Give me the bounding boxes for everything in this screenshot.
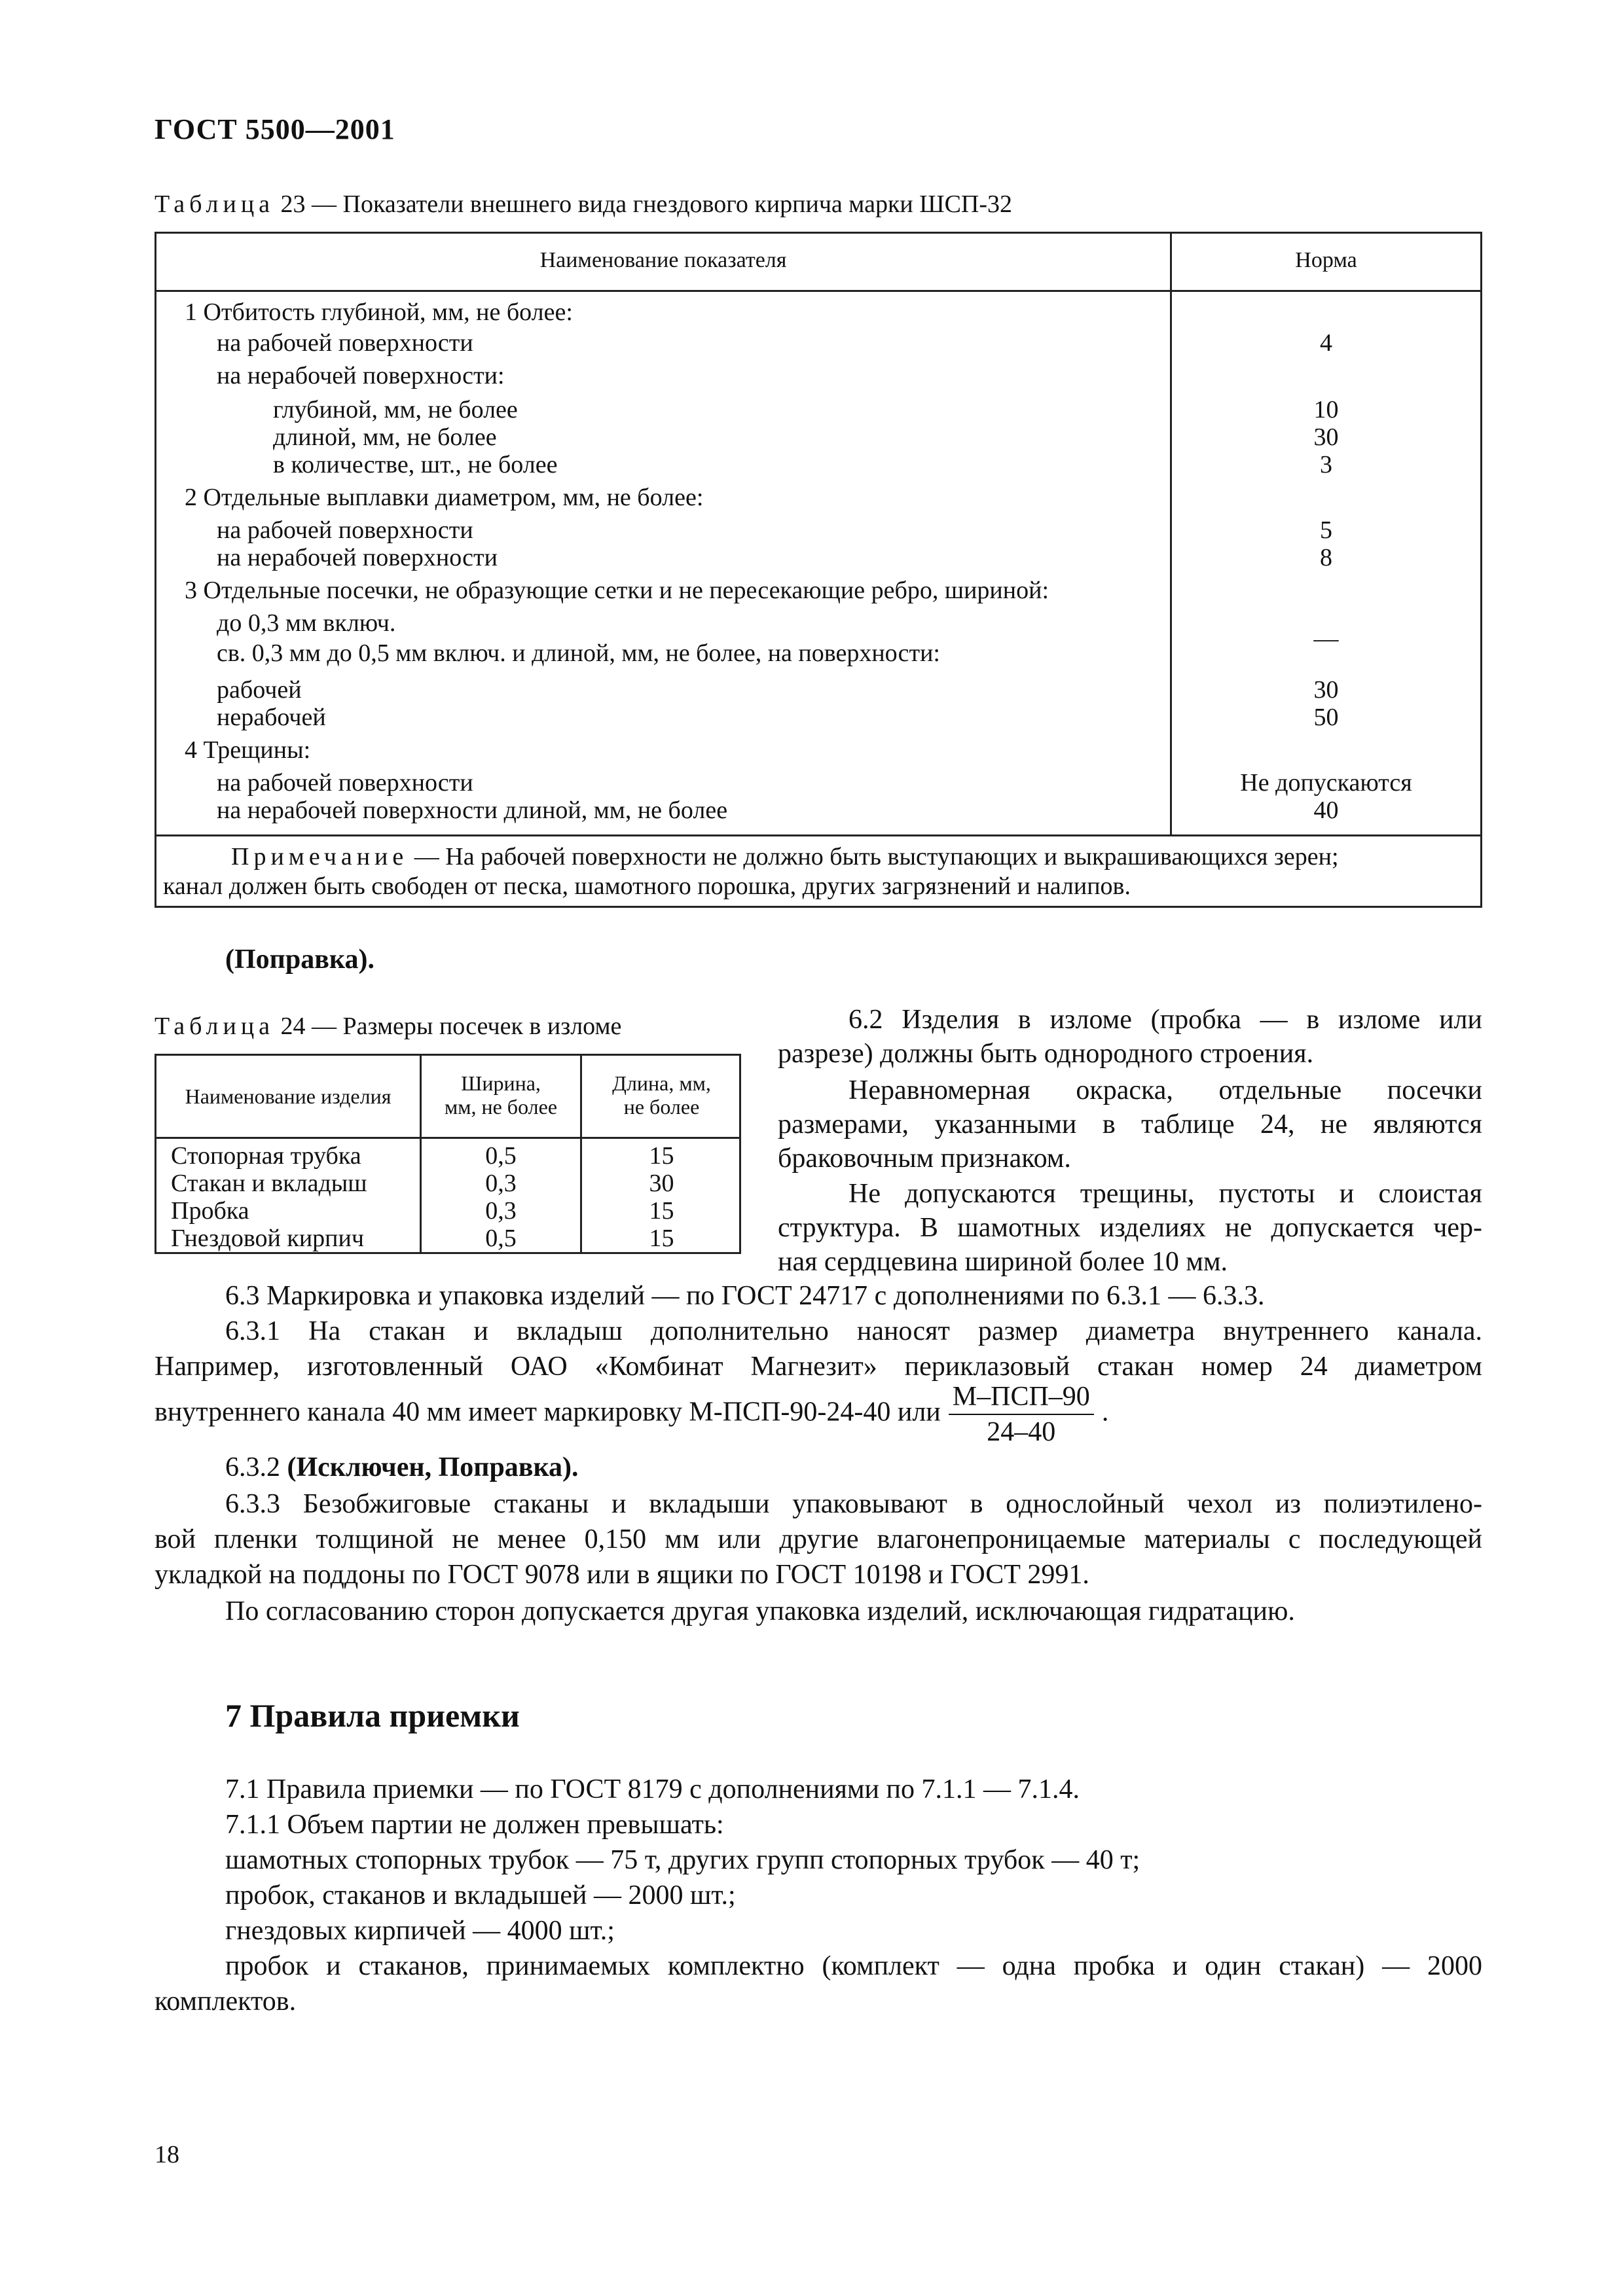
table-23-note-word: Примечание	[231, 843, 409, 870]
table-24-row-name: Стопорная трубка	[171, 1142, 361, 1170]
table-23-value: —	[1313, 625, 1339, 653]
table-23-value: 10	[1313, 396, 1339, 423]
para-6-3-1-line-2: Например, изготовленный ОАО «Комбинат Магнезит» периклазовый стакан номер 24 диаметром	[155, 1352, 1482, 1382]
table-24-col-name: Наименование изделия	[185, 1085, 392, 1108]
para-7-1-1-item: шамотных стопорных трубок — 75 т, других групп стопорных трубок — 40 т;	[225, 1845, 1140, 1875]
para-6-2c-line	[778, 1177, 1482, 1211]
table-24-col-width	[422, 1071, 580, 1119]
para-6-2b-line	[778, 1073, 1482, 1108]
table-24-caption	[155, 1012, 621, 1041]
table-23-row: глубиной, мм, не более	[273, 396, 518, 423]
table-24-col-width-line-1: Ширина,	[461, 1071, 541, 1095]
table-24-row-name: Пробка	[171, 1197, 249, 1225]
para-7-1-1-item: пробок, стаканов и вкладышей — 2000 шт.;	[225, 1880, 736, 1910]
para-6-2-line-2: разрезе) должны быть однородного строения.	[778, 1039, 1314, 1069]
table-23-row: 2 Отдельные выплавки диаметром, мм, не более:	[185, 484, 704, 511]
table-23-row: на нерабочей поверхности	[217, 544, 498, 571]
para-7-1-1: 7.1.1 Объем партии не должен превышать:	[225, 1810, 724, 1840]
para-6-3-1-line-1: 6.3.1 На стакан и вкладыш дополнительно наносят размер диаметра внутреннего канала.	[225, 1316, 1482, 1346]
table-23-col-norm: Норма	[1295, 248, 1357, 272]
table-23-row: в количестве, шт., не более	[273, 451, 558, 478]
para-7-1-1-item: гнездовых кирпичей — 4000 шт.;	[225, 1916, 615, 1946]
table-24-row-length: 15	[649, 1197, 674, 1225]
table-24-row-length: 15	[649, 1225, 674, 1252]
para-6-2c-line-2: структура. В шамотных изделиях не допускается чер-	[778, 1213, 1482, 1243]
table-23-row: 4 Трещины:	[185, 736, 311, 764]
para-6-3: 6.3 Маркировка и упаковка изделий — по ГОСТ 24717 с дополнениями по 6.3.1 — 6.3.3.	[225, 1281, 1265, 1311]
para-7-1-1-item-line-2: комплектов.	[155, 1986, 297, 2017]
table-23-row: на рабочей поверхности	[217, 329, 473, 357]
table-24-row-width: 0,5	[485, 1142, 517, 1170]
table-24-caption-word: Таблица	[155, 1013, 275, 1040]
table-23-row: до 0,3 мм включ.	[217, 609, 396, 637]
table-24-row-width: 0,3	[485, 1170, 517, 1197]
table-23-caption	[155, 190, 1012, 219]
table-23-row: на рабочей поверхности	[217, 516, 473, 544]
table-24-row-width: 0,5	[485, 1225, 517, 1252]
para-6-3-1-line-3	[155, 1380, 1108, 1449]
para-6-2b-line	[778, 1107, 1482, 1142]
para-6-3-1-end: .	[1101, 1397, 1109, 1427]
table-23-note-divider	[156, 834, 1480, 836]
para-6-3-3-line	[225, 1487, 1482, 1522]
para-6-3-3-line	[155, 1522, 1482, 1557]
table-24-col-length-line-1: Длина, мм,	[612, 1071, 711, 1095]
table-24-row-name: Гнездовой кирпич	[171, 1225, 364, 1252]
table-23-value: 5	[1320, 516, 1332, 544]
table-23-value: 40	[1313, 797, 1339, 824]
para-7-1: 7.1 Правила приемки — по ГОСТ 8179 с дополнениями по 7.1.1 — 7.1.4.	[225, 1774, 1080, 1804]
table-23-row: на нерабочей поверхности:	[217, 362, 505, 389]
marking-numerator: М–ПСП–90	[949, 1380, 1094, 1415]
table-23-row: 1 Отбитость глубиной, мм, не более:	[185, 298, 573, 326]
table-24-caption-text: 24 — Размеры посечек в изломе	[274, 1013, 622, 1040]
para-6-2c-line-3: ная сердцевина шириной более 10 мм.	[778, 1247, 1228, 1277]
para-6-3-2-text: (Исключен, Поправка).	[287, 1452, 579, 1482]
para-6-2c-line	[778, 1211, 1482, 1246]
table-24-row-length: 30	[649, 1170, 674, 1197]
para-6-2-line	[778, 1003, 1482, 1037]
para-6-3-1-line	[225, 1314, 1482, 1349]
table-24-row-name: Стакан и вкладыш	[171, 1170, 367, 1197]
table-24-row-width: 0,3	[485, 1197, 517, 1225]
para-6-2b-line-1: Неравномерная окраска, отдельные посечки	[848, 1075, 1482, 1105]
para-6-3-3-line-1: 6.3.3 Безобжиговые стаканы и вкладыши упаковывают в однослойный чехол из полиэтилено-	[225, 1489, 1482, 1519]
marking-denominator: 24–40	[987, 1417, 1056, 1447]
para-6-2-line-1: 6.2 Изделия в изломе (пробка — в изломе или	[848, 1005, 1482, 1035]
table-23-note-line-1: — На рабочей поверхности не должно быть выступающих и выкрашивающихся зерен;	[408, 843, 1339, 870]
para-6-3-3-line-3: укладкой на поддоны по ГОСТ 9078 или в ящики по ГОСТ 10198 и ГОСТ 2991.	[155, 1560, 1089, 1590]
table-23-note-line-2: канал должен быть свободен от песка, шамотного порошка, других загрязнений и налипов.	[163, 872, 1131, 900]
table-24-col-length-line-2: не более	[623, 1095, 700, 1119]
table-23-col-name: Наименование показателя	[539, 248, 787, 272]
para-7-1-1-item	[225, 1949, 1482, 1984]
table-24-col-width-line-2: мм, не более	[444, 1095, 558, 1119]
para-7-1-1-item-line-1: пробок и стаканов, принимаемых комплектно (комплект — одна пробка и один стакан) — 2000	[225, 1951, 1482, 1981]
table-23-value: 30	[1313, 423, 1339, 451]
table-23-value: 50	[1313, 704, 1339, 731]
para-6-2b-line-2: размерами, указанными в таблице 24, не являются	[778, 1109, 1482, 1139]
marking-fraction	[949, 1380, 1094, 1449]
para-6-3-3-line-4: По согласованию сторон допускается другая упаковка изделий, исключающая гидратацию.	[225, 1596, 1295, 1626]
table-23-row: 3 Отдельные посечки, не образующие сетки и не пересекающие ребро, шириной:	[185, 577, 1049, 604]
table-23-row: на нерабочей поверхности длиной, мм, не более	[217, 797, 728, 824]
para-6-3-1-text: внутреннего канала 40 мм имеет маркировку М-ПСП-90-24-40 или	[155, 1397, 941, 1427]
table-23-value: 8	[1320, 544, 1332, 571]
table-24	[155, 1054, 741, 1254]
section-7-heading: 7 Правила приемки	[225, 1697, 520, 1734]
para-6-3-2-number: 6.3.2	[225, 1452, 287, 1482]
para-6-2c-line-1: Не допускаются трещины, пустоты и слоистая	[848, 1179, 1482, 1209]
page-number: 18	[155, 2141, 179, 2168]
table-23-caption-text: 23 — Показатели внешнего вида гнездового кирпича марки ШСП-32	[274, 190, 1013, 218]
table-23-row: длиной, мм, не более	[273, 423, 497, 451]
table-23-row: рабочей	[217, 676, 302, 704]
table-23-value: Не допускаются	[1240, 769, 1412, 797]
table-23-row: св. 0,3 мм до 0,5 мм включ. и длиной, мм, не более, на поверхности:	[217, 639, 940, 667]
table-24-row-length: 15	[649, 1142, 674, 1170]
document-code: ГОСТ 5500—2001	[155, 113, 395, 145]
table-23	[155, 232, 1482, 908]
para-6-3-3-line-2: вой пленки толщиной не менее 0,150 мм или другие влагонепроницаемые материалы с последующей	[155, 1524, 1482, 1554]
table-23-row: нерабочей	[217, 704, 326, 731]
table-23-row: на рабочей поверхности	[217, 769, 473, 797]
table-23-caption-word: Таблица	[155, 190, 275, 218]
table-23-value: 30	[1313, 676, 1339, 704]
table-23-note	[163, 842, 1474, 901]
table-24-col-length	[582, 1071, 741, 1119]
para-6-3-2	[225, 1450, 579, 1485]
table-23-value: 4	[1320, 329, 1332, 357]
amendment-note: (Поправка).	[225, 944, 374, 975]
para-6-2b-line-3: браковочным признаком.	[778, 1143, 1071, 1174]
table-23-value: 3	[1320, 451, 1332, 478]
